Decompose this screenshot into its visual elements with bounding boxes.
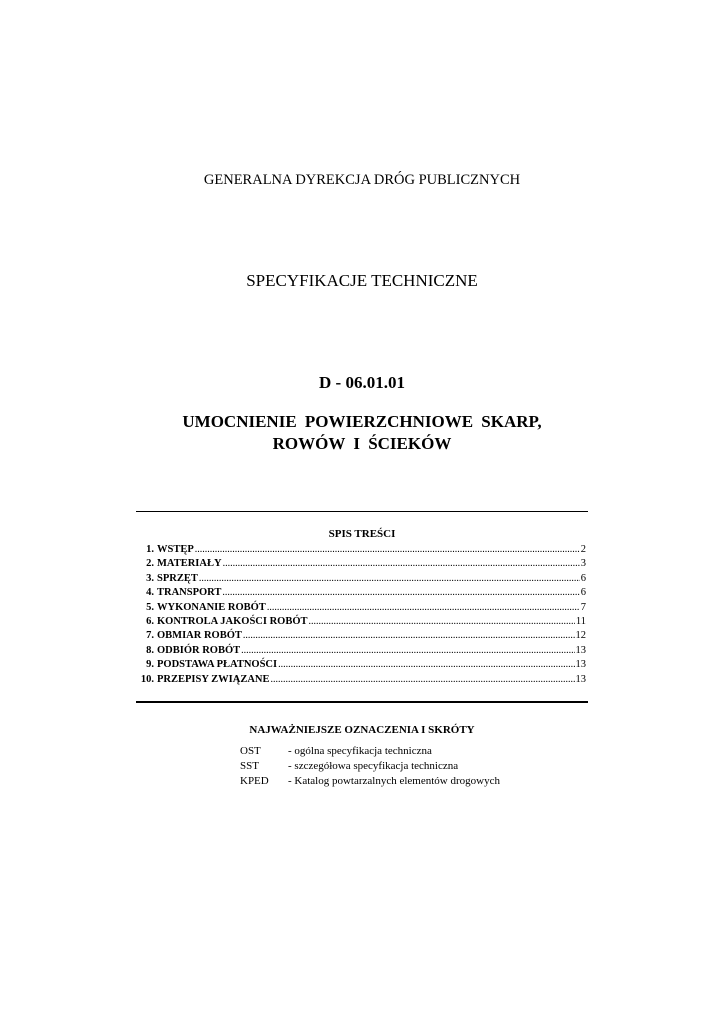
toc-entry[interactable]: [136, 615, 586, 629]
toc-entry-label: OBMIAR ROBÓT: [157, 630, 242, 642]
abbreviation-description: - Katalog powtarzalnych elementów drogowych: [288, 775, 500, 787]
organization-name: GENERALNA DYREKCJA DRÓG PUBLICZNYCH: [203, 172, 521, 188]
toc-entry-number: 1.: [146, 544, 154, 555]
abbreviation-code: KPED: [240, 775, 269, 787]
toc-entry-page: 6: [580, 572, 586, 584]
toc-entry-label: PRZEPISY ZWIĄZANE: [157, 673, 270, 685]
toc-entry-number: 7.: [146, 630, 154, 642]
document-type: SPECYFIKACJE TECHNICZNE: [246, 271, 478, 290]
toc-entry-leader: [309, 615, 575, 629]
toc-entry-label: WYKONANIE ROBÓT: [157, 601, 266, 613]
toc-entry-leader: [223, 557, 580, 571]
toc-entry-page: 7: [580, 601, 586, 613]
table-of-contents: [136, 543, 586, 687]
abbreviation-code: SST: [240, 760, 259, 772]
toc-entry[interactable]: [136, 557, 586, 571]
toc-entry[interactable]: [136, 572, 586, 586]
toc-entry-number: 6.: [146, 615, 154, 627]
document-title-line2: ROWÓW I ŚCIEKÓW: [272, 434, 452, 453]
document-title-line1: UMOCNIENIE POWIERZCHNIOWE SKARP,: [182, 412, 542, 431]
toc-entry-number: 3.: [146, 572, 154, 584]
toc-entry[interactable]: [136, 673, 586, 687]
abbreviation-item: [240, 759, 500, 774]
toc-entry-label: KONTROLA JAKOŚCI ROBÓT: [157, 615, 308, 627]
toc-entry-leader: [199, 572, 580, 586]
toc-entry-page: 12: [575, 630, 586, 642]
toc-entry[interactable]: [136, 644, 586, 658]
toc-entry-label: PODSTAWA PŁATNOŚCI: [157, 659, 278, 671]
toc-entry-page: 3: [580, 558, 586, 570]
abbreviation-description: - ogólna specyfikacja techniczna: [288, 745, 432, 757]
toc-entry[interactable]: [136, 586, 586, 600]
toc-entry-label: MATERIAŁY: [157, 558, 222, 570]
abbreviation-item: [240, 744, 500, 759]
toc-entry[interactable]: [136, 601, 586, 615]
toc-heading: SPIS TREŚCI: [328, 528, 396, 540]
toc-entry-page: 11: [575, 615, 586, 627]
toc-entry-leader: [195, 543, 580, 557]
toc-entry-page: 6: [580, 587, 586, 599]
abbreviations-list: [240, 744, 500, 789]
toc-entry[interactable]: [136, 658, 586, 672]
abbreviation-code: OST: [240, 745, 261, 757]
toc-entry-number: 2.: [146, 558, 154, 570]
toc-entry-page: 13: [575, 659, 586, 671]
toc-entry-page: 2: [580, 544, 586, 555]
toc-entry[interactable]: [136, 543, 586, 557]
toc-entry-number: 5.: [146, 601, 154, 613]
abbreviation-item: [240, 774, 500, 789]
abbreviations-heading: NAJWAŻNIEJSZE OZNACZENIA I SKRÓTY: [249, 724, 475, 736]
toc-top-rule: [136, 511, 588, 512]
toc-entry-leader: [271, 673, 575, 687]
toc-entry-label: TRANSPORT: [157, 587, 222, 599]
toc-entry-page: 13: [575, 644, 586, 656]
toc-entry-number: 10.: [140, 673, 154, 685]
toc-entry-leader: [278, 658, 574, 672]
abbreviation-description: - szczegółowa specyfikacja techniczna: [288, 760, 459, 772]
toc-entry-label: ODBIÓR ROBÓT: [157, 644, 241, 656]
toc-entry-label: SPRZĘT: [157, 572, 198, 584]
toc-entry[interactable]: [136, 629, 586, 643]
toc-bottom-rule: [136, 701, 588, 703]
toc-entry-number: 9.: [146, 659, 154, 671]
toc-entry-leader: [241, 644, 574, 658]
document-code: D - 06.01.01: [319, 373, 405, 392]
toc-entry-label: WSTĘP: [157, 544, 194, 555]
toc-entry-leader: [267, 601, 580, 615]
toc-entry-number: 4.: [146, 587, 154, 599]
toc-entry-page: 13: [575, 673, 586, 685]
toc-entry-number: 8.: [146, 644, 154, 656]
toc-entry-leader: [243, 629, 575, 643]
toc-entry-leader: [222, 586, 579, 600]
